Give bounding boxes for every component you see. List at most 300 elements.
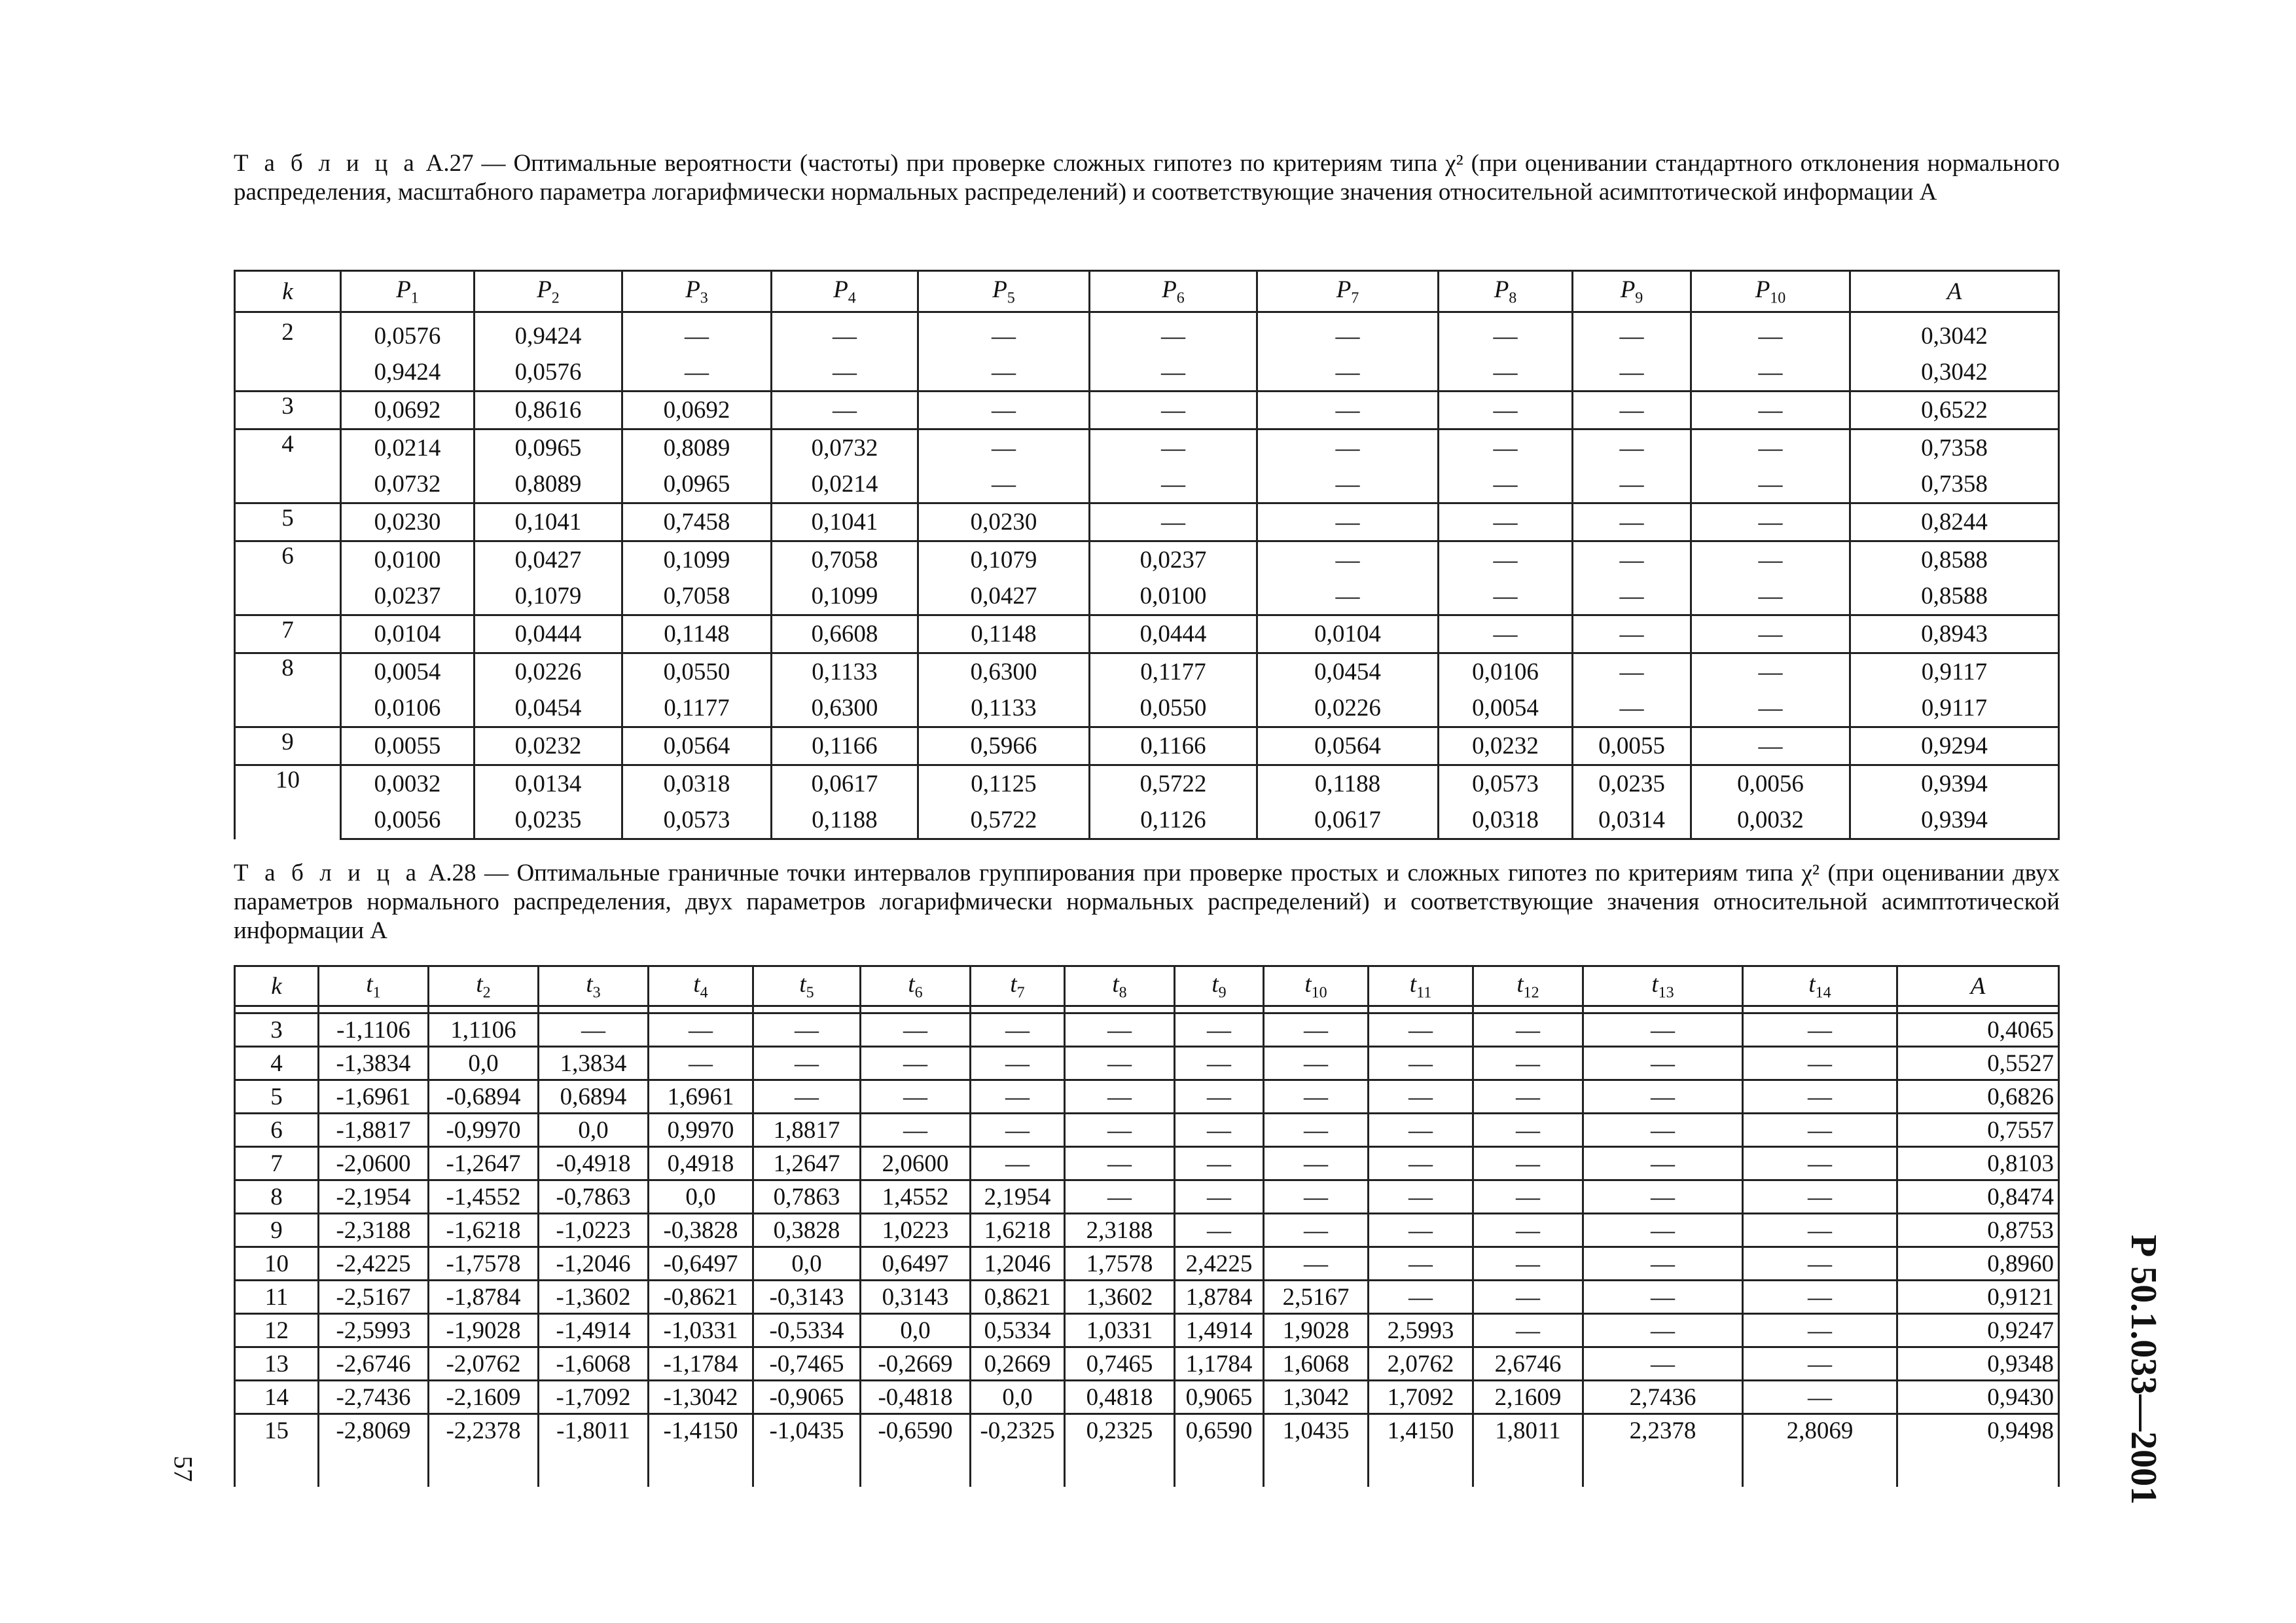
table-cell: 0,8103 — [1897, 1147, 2059, 1180]
table-cell: 3 — [235, 392, 341, 429]
table-a28 — [234, 965, 2060, 1487]
table-cell: 0,6608 — [772, 615, 918, 653]
caption-lead: Т а б л и ц а — [234, 150, 418, 177]
table-cell: — — [1264, 1147, 1369, 1180]
table-cell: 0,0550 — [622, 653, 772, 691]
table-cell: 0,1041 — [475, 503, 622, 541]
table-cell: 1,4914 — [1175, 1314, 1264, 1347]
table-cell: -1,2647 — [429, 1147, 539, 1180]
table-cell: 0,6300 — [918, 653, 1090, 691]
table-cell: — — [622, 354, 772, 392]
table-cell: 0,1133 — [772, 653, 918, 691]
table-cell: 0,9394 — [1850, 802, 2059, 839]
table-cell: — — [1439, 578, 1573, 615]
table-cell: 2,2378 — [1583, 1414, 1743, 1447]
table-cell: -1,3042 — [649, 1381, 753, 1414]
table-cell: 0,8244 — [1850, 503, 2059, 541]
table-cell: — — [918, 392, 1090, 429]
table-cell: — — [971, 1013, 1065, 1047]
table-cell: 0,0056 — [341, 802, 475, 839]
table-cell: — — [918, 354, 1090, 392]
table-cell: 0,0 — [971, 1381, 1065, 1414]
table-row — [235, 1247, 2059, 1281]
table-cell: — — [1090, 354, 1257, 392]
table-cell: — — [1743, 1314, 1897, 1347]
table-cell: 0,0314 — [1573, 802, 1691, 839]
table-cell: — — [1573, 578, 1691, 615]
table-cell: 0,0454 — [475, 690, 622, 727]
table-cell: 0,1099 — [772, 578, 918, 615]
table-cell: 12 — [235, 1314, 319, 1347]
table-cell: -0,6497 — [649, 1247, 753, 1281]
table-cell: 0,0106 — [341, 690, 475, 727]
table-cell: — — [1691, 429, 1850, 467]
table-cell: -1,8011 — [539, 1414, 649, 1447]
table-cell: 5 — [235, 1080, 319, 1114]
table-row — [235, 765, 2059, 803]
table-cell: 6 — [235, 1114, 319, 1147]
table-cell: 0,0214 — [341, 429, 475, 467]
table-header-row — [235, 966, 2059, 1006]
table-cell: 0,8588 — [1850, 578, 2059, 615]
table-row — [235, 318, 2059, 354]
table-cell: — — [971, 1080, 1065, 1114]
column-header: $t_{10}$ — [1264, 966, 1369, 1006]
table-cell: — — [1743, 1047, 1897, 1080]
table-cell: 0,7863 — [753, 1180, 861, 1214]
table-cell: -0,3828 — [649, 1214, 753, 1247]
table-cell: — — [1743, 1147, 1897, 1180]
column-header: k — [235, 966, 319, 1006]
table-cell: 1,1784 — [1175, 1347, 1264, 1381]
table-cell: 0,0237 — [341, 578, 475, 615]
table-cell: 0,1079 — [475, 578, 622, 615]
table-cell: 0,0232 — [475, 727, 622, 765]
table-cell: 1,7578 — [1065, 1247, 1175, 1281]
table-cell: 0,8621 — [971, 1281, 1065, 1314]
table-cell: 0,0 — [429, 1047, 539, 1080]
table-cell: — — [772, 392, 918, 429]
column-header: $t_4$ — [649, 966, 753, 1006]
table-cell: — — [1691, 727, 1850, 765]
table-cell: 11 — [235, 1281, 319, 1314]
table-cell: -1,6961 — [319, 1080, 429, 1114]
table-cell: -0,7465 — [753, 1347, 861, 1381]
table-cell: 0,5722 — [918, 802, 1090, 839]
table-cell: 1,4150 — [1369, 1414, 1473, 1447]
table-cell: 0,0965 — [622, 466, 772, 503]
table-row — [235, 802, 2059, 839]
table-a28-caption — [234, 859, 2060, 945]
table-cell: — — [1691, 392, 1850, 429]
table-cell: -2,3188 — [319, 1214, 429, 1247]
table-cell: — — [1175, 1047, 1264, 1080]
table-cell: 0,0576 — [475, 354, 622, 392]
table-cell: -2,1954 — [319, 1180, 429, 1214]
table-cell: -1,6068 — [539, 1347, 649, 1381]
page-number: 57 — [168, 1455, 198, 1482]
column-header: $t_5$ — [753, 966, 861, 1006]
table-cell: 0,1188 — [1257, 765, 1439, 803]
table-cell: — — [1090, 429, 1257, 467]
table-cell: — — [622, 318, 772, 354]
table-cell: 2,3188 — [1065, 1214, 1175, 1247]
table-cell: — — [1439, 429, 1573, 467]
table-cell: -1,6218 — [429, 1214, 539, 1247]
table-row — [235, 1414, 2059, 1447]
table-cell: 0,9424 — [475, 318, 622, 354]
table-cell: 15 — [235, 1414, 319, 1447]
table-cell: 1,8817 — [753, 1114, 861, 1147]
table-cell: 0,1126 — [1090, 802, 1257, 839]
table-cell: — — [1439, 615, 1573, 653]
table-cell: — — [1743, 1013, 1897, 1047]
table-cell: — — [1369, 1080, 1473, 1114]
table-cell: — — [1691, 466, 1850, 503]
table-cell: -2,7436 — [319, 1381, 429, 1414]
table-cell: 1,6218 — [971, 1214, 1065, 1247]
table-cell: — — [1369, 1180, 1473, 1214]
table-cell: — — [1583, 1047, 1743, 1080]
table-cell: 0,0454 — [1257, 653, 1439, 691]
table-row — [235, 354, 2059, 392]
table-cell: 0,9117 — [1850, 690, 2059, 727]
table-cell: 0,0550 — [1090, 690, 1257, 727]
table-cell: 0,6497 — [861, 1247, 971, 1281]
table-row — [235, 1214, 2059, 1247]
table-cell: — — [1573, 615, 1691, 653]
table-cell: 2,1609 — [1473, 1381, 1583, 1414]
table-cell: 0,0055 — [341, 727, 475, 765]
table-cell: — — [861, 1013, 971, 1047]
table-row — [235, 1281, 2059, 1314]
table-cell: -1,9028 — [429, 1314, 539, 1347]
table-cell: — — [1065, 1147, 1175, 1180]
table-cell: — — [1743, 1347, 1897, 1381]
table-cell: 0,8753 — [1897, 1214, 2059, 1247]
table-header-row — [235, 271, 2059, 312]
table-cell: 0,5722 — [1090, 765, 1257, 803]
table-cell: — — [1473, 1247, 1583, 1281]
table-cell: — — [1065, 1080, 1175, 1114]
table-cell: 1,0435 — [1264, 1414, 1369, 1447]
table-cell: — — [1691, 690, 1850, 727]
table-row — [235, 1047, 2059, 1080]
table-cell: 1,3042 — [1264, 1381, 1369, 1414]
table-cell: -0,3143 — [753, 1281, 861, 1314]
table-cell: — — [1573, 318, 1691, 354]
table-cell: — — [1473, 1147, 1583, 1180]
table-cell: 0,9294 — [1850, 727, 2059, 765]
table-cell: — — [1473, 1180, 1583, 1214]
table-cell: -2,8069 — [319, 1414, 429, 1447]
table-cell: 0,0692 — [341, 392, 475, 429]
table-cell: — — [1573, 392, 1691, 429]
table-cell: 0,0573 — [622, 802, 772, 839]
table-cell: 4 — [235, 1047, 319, 1080]
table-cell: 0,0100 — [1090, 578, 1257, 615]
table-cell: — — [649, 1047, 753, 1080]
table-cell: — — [1369, 1147, 1473, 1180]
table-cell: — — [1573, 466, 1691, 503]
table-cell: -0,6590 — [861, 1414, 971, 1447]
table-cell: -1,0331 — [649, 1314, 753, 1347]
table-cell: — — [1583, 1114, 1743, 1147]
table-cell: — — [1573, 503, 1691, 541]
table-cell: 0,0232 — [1439, 727, 1573, 765]
caption-text: А.27 — Оптимальные вероятности (частоты) при проверке сложных гипотез по критериям типа χ² (при оценивании стандартного отклонения нормального распределения, масштабного параметра логарифмически нормальных распределений) и соответствующие значения относительной асимптотической информации A — [234, 150, 2060, 206]
table-cell: — — [1065, 1013, 1175, 1047]
table-cell: 0,8089 — [622, 429, 772, 467]
table-cell: 0,0032 — [1691, 802, 1850, 839]
table-cell: 0,0230 — [918, 503, 1090, 541]
table-row — [235, 503, 2059, 541]
table-cell: -0,9970 — [429, 1114, 539, 1147]
table-cell: 2,4225 — [1175, 1247, 1264, 1281]
table-cell: — — [1473, 1047, 1583, 1080]
table-cell: 0,9394 — [1850, 765, 2059, 803]
table-cell: 0,7465 — [1065, 1347, 1175, 1381]
table-cell: 0,0617 — [1257, 802, 1439, 839]
table-row — [235, 578, 2059, 615]
table-cell: 0,1148 — [622, 615, 772, 653]
table-cell: — — [1583, 1214, 1743, 1247]
table-cell: 2,7436 — [1583, 1381, 1743, 1414]
column-header: $t_8$ — [1065, 966, 1175, 1006]
table-cell: 1,8784 — [1175, 1281, 1264, 1314]
table-cell: -2,0762 — [429, 1347, 539, 1381]
table-cell: 0,1148 — [918, 615, 1090, 653]
table-cell: — — [918, 466, 1090, 503]
table-cell: — — [1743, 1080, 1897, 1114]
column-header: $t_{11}$ — [1369, 966, 1473, 1006]
table-cell: 2 — [235, 318, 341, 392]
column-header: $P_1$ — [341, 271, 475, 312]
table-cell: 0,8588 — [1850, 541, 2059, 579]
table-cell: 0,7058 — [622, 578, 772, 615]
table-cell: 0,7358 — [1850, 466, 2059, 503]
table-cell: 0,0564 — [622, 727, 772, 765]
table-cell: -1,0223 — [539, 1214, 649, 1247]
table-cell: 0,0134 — [475, 765, 622, 803]
table-cell: 2,8069 — [1743, 1414, 1897, 1447]
column-header: A — [1897, 966, 2059, 1006]
table-cell: 7 — [235, 1147, 319, 1180]
table-cell: — — [1264, 1080, 1369, 1114]
table-cell: -0,2669 — [861, 1347, 971, 1381]
table-cell: 0,0104 — [341, 615, 475, 653]
table-cell: 0,5966 — [918, 727, 1090, 765]
table-cell: — — [1257, 318, 1439, 354]
table-cell: — — [1175, 1214, 1264, 1247]
column-header: $P_7$ — [1257, 271, 1439, 312]
table-cell: — — [861, 1080, 971, 1114]
table-cell: 0,7358 — [1850, 429, 2059, 467]
table-cell: 0,0100 — [341, 541, 475, 579]
table-cell: — — [539, 1013, 649, 1047]
table-cell: -1,7578 — [429, 1247, 539, 1281]
table-row — [235, 727, 2059, 765]
column-header: $t_1$ — [319, 966, 429, 1006]
table-cell: 0,0235 — [1573, 765, 1691, 803]
table-cell: 0,0318 — [622, 765, 772, 803]
table-cell: 0,9348 — [1897, 1347, 2059, 1381]
table-cell: -0,5334 — [753, 1314, 861, 1347]
table-cell: 0,7557 — [1897, 1114, 2059, 1147]
table-cell: — — [1264, 1180, 1369, 1214]
table-cell: — — [1264, 1047, 1369, 1080]
table-cell: -0,8621 — [649, 1281, 753, 1314]
table-cell: — — [1090, 318, 1257, 354]
table-cell: 3 — [235, 1013, 319, 1047]
table-cell: 0,1099 — [622, 541, 772, 579]
table-cell: 0,1177 — [1090, 653, 1257, 691]
table-cell: -1,8817 — [319, 1114, 429, 1147]
table-cell: 1,8011 — [1473, 1414, 1583, 1447]
column-header: $P_4$ — [772, 271, 918, 312]
table-row — [235, 466, 2059, 503]
table-cell: — — [1369, 1247, 1473, 1281]
table-cell: 0,0237 — [1090, 541, 1257, 579]
table-cell: 0,9121 — [1897, 1281, 2059, 1314]
table-cell: 1,7092 — [1369, 1381, 1473, 1414]
table-cell: 0,0427 — [918, 578, 1090, 615]
table-cell: 0,8089 — [475, 466, 622, 503]
table-cell: — — [1691, 615, 1850, 653]
table-cell: 0,0573 — [1439, 765, 1573, 803]
table-cell: -0,6894 — [429, 1080, 539, 1114]
column-header: $P_9$ — [1573, 271, 1691, 312]
table-cell: — — [772, 318, 918, 354]
table-row — [235, 615, 2059, 653]
document-number: Р 50.1.033—2001 — [2123, 1234, 2164, 1505]
table-cell: — — [1257, 466, 1439, 503]
table-cell: 0,2325 — [1065, 1414, 1175, 1447]
table-cell: — — [753, 1047, 861, 1080]
table-cell: — — [1743, 1247, 1897, 1281]
table-cell: 0,4918 — [649, 1147, 753, 1180]
table-cell: — — [1264, 1114, 1369, 1147]
table-cell: — — [1473, 1114, 1583, 1147]
table-cell: 5 — [235, 503, 341, 541]
table-cell: 1,4552 — [861, 1180, 971, 1214]
table-cell: — — [1691, 318, 1850, 354]
table-cell: 0,0104 — [1257, 615, 1439, 653]
table-cell: 10 — [235, 765, 341, 839]
table-cell: -1,3602 — [539, 1281, 649, 1314]
table-cell: -2,0600 — [319, 1147, 429, 1180]
table-cell: 0,6522 — [1850, 392, 2059, 429]
table-cell: 0,1177 — [622, 690, 772, 727]
table-cell: — — [1175, 1180, 1264, 1214]
table-cell: — — [753, 1080, 861, 1114]
table-cell: 1,9028 — [1264, 1314, 1369, 1347]
table-cell: — — [861, 1114, 971, 1147]
caption-text: А.28 — Оптимальные граничные точки интервалов группирования при проверке простых и сложных гипотез по критериям типа χ² (при оценивании двух параметров нормального распределения, двух параметров логарифмически нормальных распределений) и соответствующие значения относительной асимптотической информации A — [234, 860, 2060, 944]
table-row — [235, 1314, 2059, 1347]
table-cell: — — [918, 429, 1090, 467]
table-cell: — — [1065, 1114, 1175, 1147]
table-cell: -2,4225 — [319, 1247, 429, 1281]
table-cell: 1,2046 — [971, 1247, 1065, 1281]
table-cell: 1,6961 — [649, 1080, 753, 1114]
table-cell: -1,8784 — [429, 1281, 539, 1314]
table-cell: — — [1473, 1314, 1583, 1347]
table-cell: 0,6300 — [772, 690, 918, 727]
table-cell: 0,9117 — [1850, 653, 2059, 691]
table-cell: — — [1743, 1114, 1897, 1147]
table-cell: — — [1583, 1013, 1743, 1047]
table-cell: 2,0600 — [861, 1147, 971, 1180]
table-cell: — — [1473, 1080, 1583, 1114]
table-cell: 1,0331 — [1065, 1314, 1175, 1347]
table-cell: -0,7863 — [539, 1180, 649, 1214]
table-cell: 2,1954 — [971, 1180, 1065, 1214]
table-cell: 0,9065 — [1175, 1381, 1264, 1414]
table-cell: 0,0230 — [341, 503, 475, 541]
table-cell: — — [1175, 1147, 1264, 1180]
table-cell: 9 — [235, 1214, 319, 1247]
table-cell: 0,6894 — [539, 1080, 649, 1114]
table-cell: — — [1583, 1247, 1743, 1281]
table-cell: 0,0056 — [1691, 765, 1850, 803]
table-cell: — — [753, 1013, 861, 1047]
table-cell: 13 — [235, 1347, 319, 1381]
table-cell: — — [1090, 466, 1257, 503]
table-cell: — — [1257, 392, 1439, 429]
table-cell: — — [971, 1114, 1065, 1147]
column-header: $t_6$ — [861, 966, 971, 1006]
table-row — [235, 1180, 2059, 1214]
table-cell: 0,4818 — [1065, 1381, 1175, 1414]
table-cell: 6 — [235, 541, 341, 615]
table-cell: 8 — [235, 653, 341, 727]
table-cell: 0,0732 — [341, 466, 475, 503]
table-cell: — — [1691, 653, 1850, 691]
table-cell: — — [1573, 354, 1691, 392]
table-cell: — — [1691, 503, 1850, 541]
table-cell: -2,5993 — [319, 1314, 429, 1347]
table-cell: — — [1175, 1114, 1264, 1147]
table-cell: — — [971, 1147, 1065, 1180]
table-cell: — — [1369, 1047, 1473, 1080]
table-cell: — — [1743, 1214, 1897, 1247]
table-cell: 0,0054 — [1439, 690, 1573, 727]
table-cell: -0,4918 — [539, 1147, 649, 1180]
table-cell: 0,0 — [539, 1114, 649, 1147]
table-cell: — — [918, 318, 1090, 354]
table-cell: — — [1743, 1180, 1897, 1214]
table-cell: 0,6590 — [1175, 1414, 1264, 1447]
column-header: $P_6$ — [1090, 271, 1257, 312]
table-cell: — — [1257, 541, 1439, 579]
table-cell: — — [1691, 578, 1850, 615]
table-cell: 0,0235 — [475, 802, 622, 839]
table-cell: 1,0223 — [861, 1214, 971, 1247]
table-a27 — [234, 270, 2060, 840]
table-cell: — — [1369, 1214, 1473, 1247]
table-row — [235, 1080, 2059, 1114]
table-cell: 0,5334 — [971, 1314, 1065, 1347]
table-cell: — — [1439, 354, 1573, 392]
table-cell: — — [1369, 1281, 1473, 1314]
table-cell: 0,0444 — [475, 615, 622, 653]
table-cell: 0,9247 — [1897, 1314, 2059, 1347]
table-cell: 7 — [235, 615, 341, 653]
table-cell: 0,3042 — [1850, 354, 2059, 392]
table-cell: 0,0 — [753, 1247, 861, 1281]
column-header: $P_5$ — [918, 271, 1090, 312]
